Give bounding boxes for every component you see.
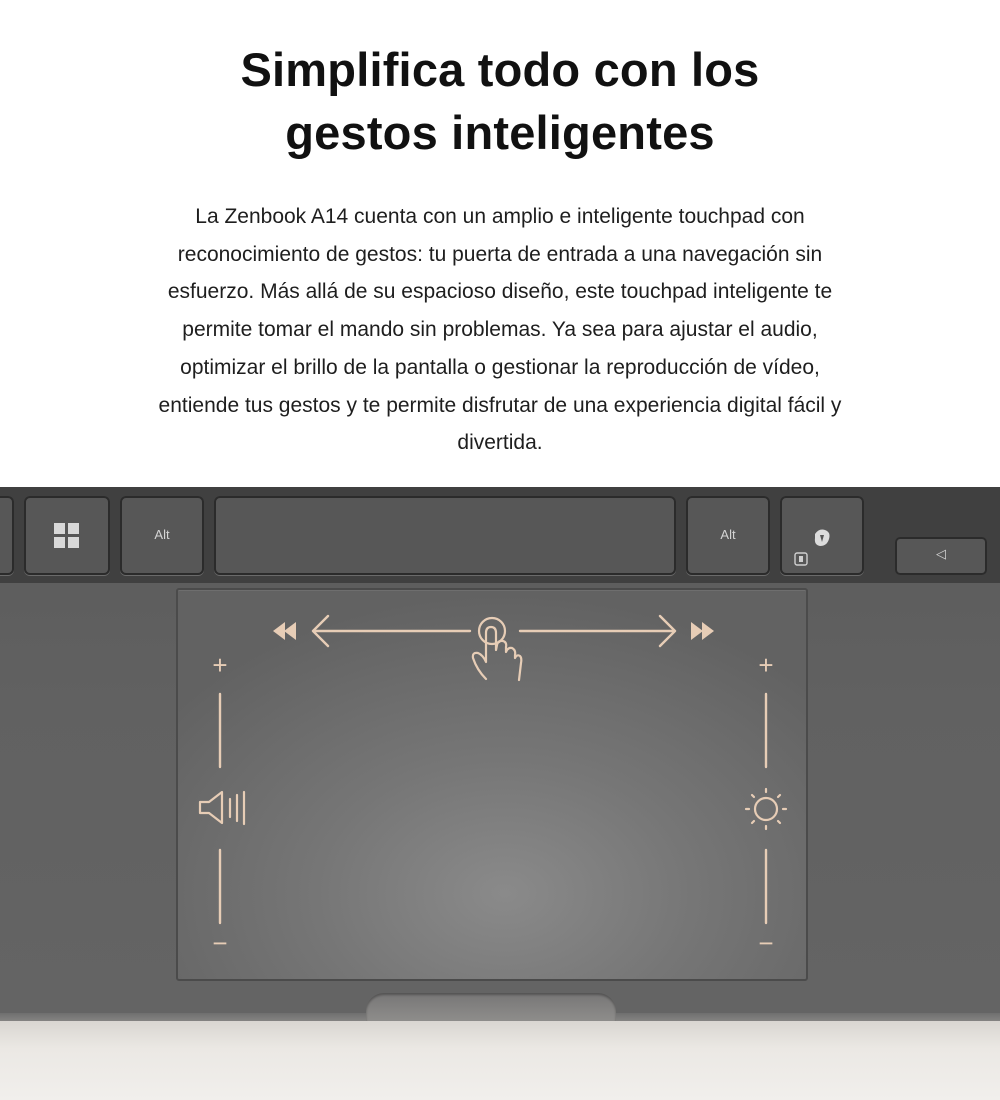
alt-label: Alt <box>720 527 736 542</box>
page-title <box>0 38 1000 164</box>
volume-plus-sign: + <box>212 650 228 680</box>
description-line: La Zenbook A14 cuenta con un amplio e inteligente touchpad con <box>195 205 805 228</box>
gesture-overlay <box>0 487 1000 1100</box>
arrow-left-symbol: ◁ <box>936 546 946 561</box>
laptop-product-image <box>0 487 1000 1100</box>
description-line: reconocimiento de gestos: tu puerta de entrada a una navegación sin <box>177 242 823 266</box>
title-line: gestos inteligentes <box>285 106 715 159</box>
brightness-icon <box>746 789 786 829</box>
swipe-arrow-left <box>313 616 470 646</box>
rewind-icon <box>273 622 296 640</box>
description-line: esfuerzo. Más allá de su espacioso diseño, este touchpad inteligente te <box>167 280 833 304</box>
swipe-hand-icon <box>473 618 521 680</box>
volume-minus-sign: − <box>212 928 228 958</box>
description-line: entiende tus gestos y te permite disfrutar de una experiencia digital fácil y <box>158 393 842 417</box>
description-paragraph <box>60 198 940 462</box>
description-line: optimizar el brillo de la pantalla o gestionar la reproducción de vídeo, <box>180 355 820 379</box>
speaker-icon <box>200 792 244 824</box>
alt-label: Alt <box>154 527 170 542</box>
description-line: divertida. <box>457 431 543 455</box>
swipe-arrow-right <box>520 616 675 646</box>
brightness-plus-sign: + <box>758 650 774 680</box>
title-line: Simplifica todo con los <box>240 43 760 96</box>
description-line: permite tomar el mando sin problemas. Ya sea para ajustar el audio, <box>182 318 818 342</box>
fast-forward-icon <box>691 622 714 640</box>
brightness-minus-sign: − <box>758 928 774 958</box>
